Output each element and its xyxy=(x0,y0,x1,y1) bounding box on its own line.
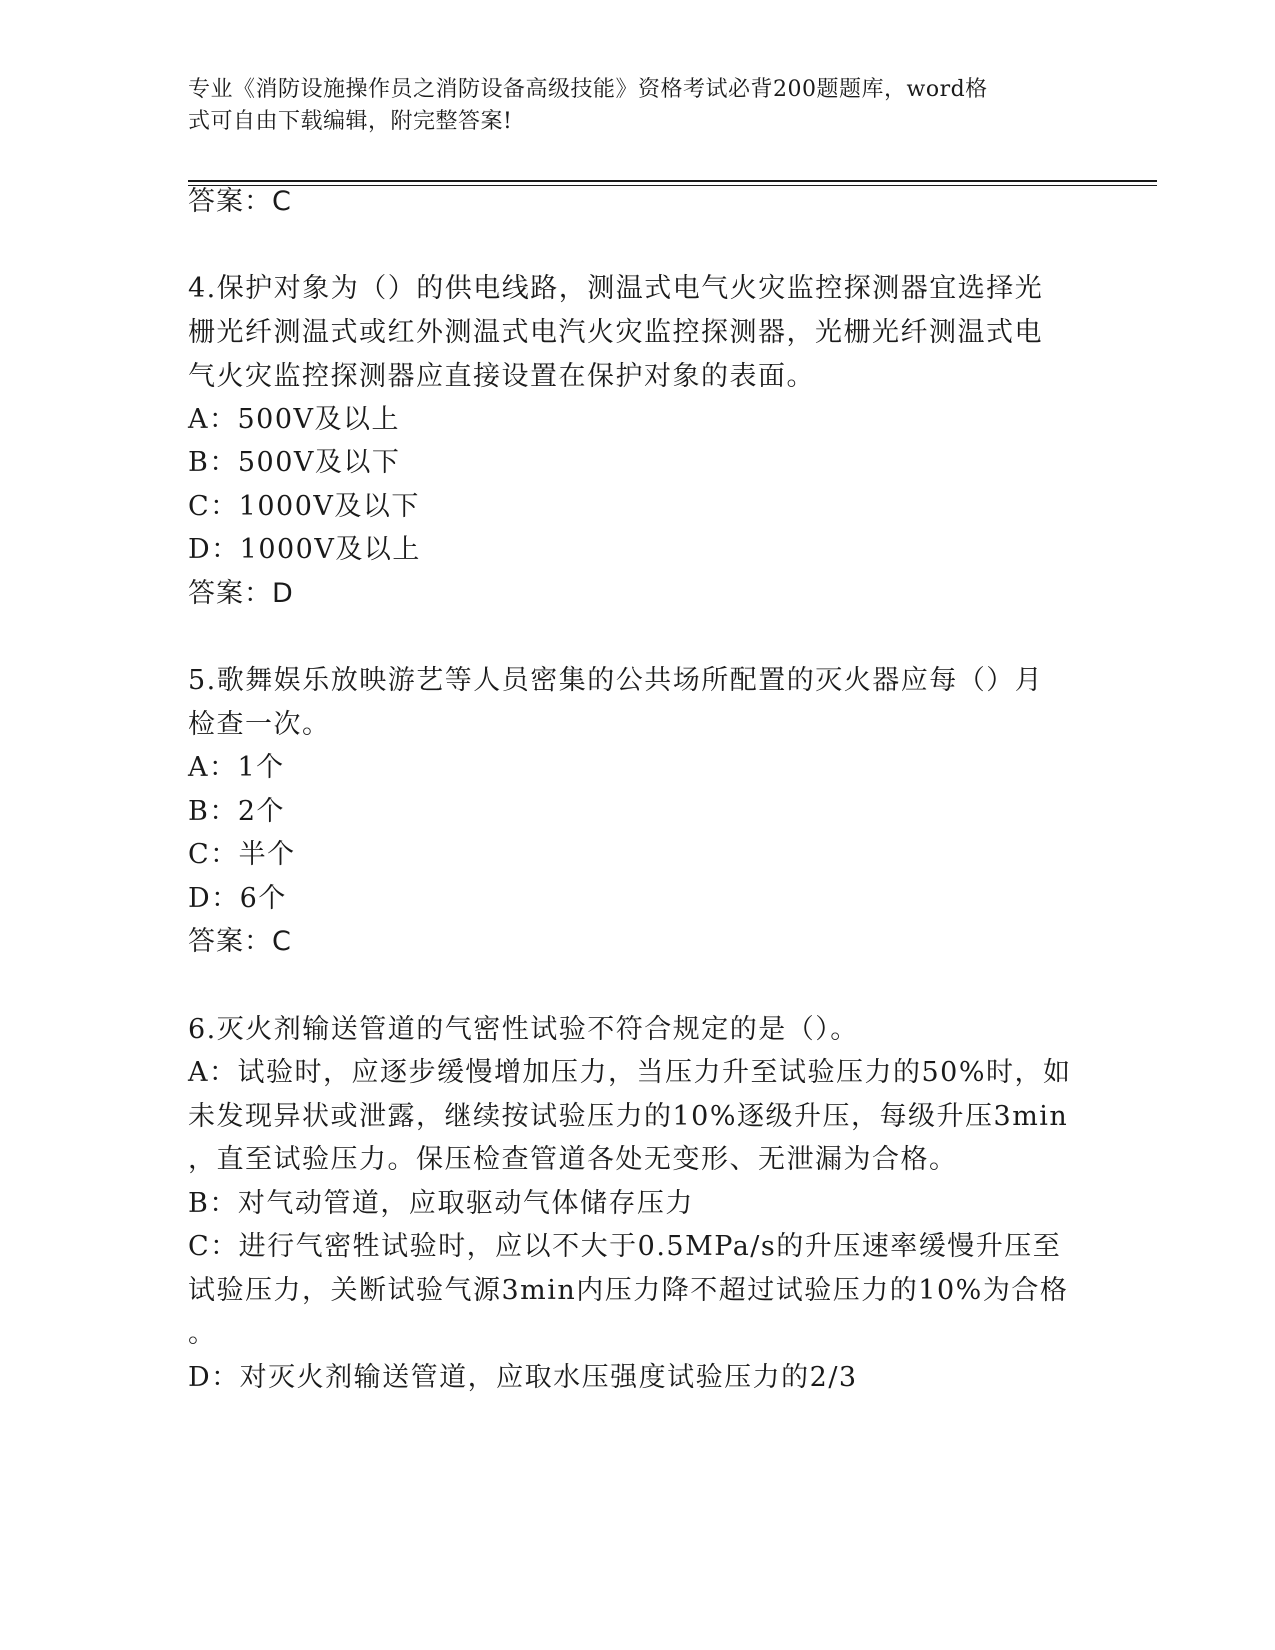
question-5-option-b: B：2个 xyxy=(188,796,286,827)
question-4-option-c: C：1000V及以下 xyxy=(188,491,420,522)
header-title-line-1: 专业《消防设施操作员之消防设备高级技能》资格考试必背200题题库，word格 xyxy=(188,77,988,102)
question-6-option-c-line-1: C：进行气密牲试验时，应以不大于0.5MPa/s的升压速率缓慢升压至 xyxy=(188,1231,1062,1262)
question-6-option-a-line-1: A：试验时，应逐步缓慢增加压力，当压力升至试验压力的50%时，如 xyxy=(188,1057,1072,1088)
question-5-option-a: A：1个 xyxy=(188,752,285,783)
question-6-stem-line-1: 6.灭火剂输送管道的气密性试验不符合规定的是（）。 xyxy=(188,1014,859,1045)
question-4-stem-line-2: 栅光纤测温式或红外测温式电汽火灾监控探测器，光栅光纤测温式电 xyxy=(188,317,1043,348)
page-header xyxy=(188,74,1068,138)
question-6-option-c-line-3: 。 xyxy=(188,1318,217,1349)
question-5-option-d: D：6个 xyxy=(188,883,287,914)
question-6-option-d: D：对灭火剂输送管道，应取水压强度试验压力的2/3 xyxy=(188,1362,858,1393)
question-5-stem-line-2: 检查一次。 xyxy=(188,709,331,740)
question-5-stem-line-1: 5.歌舞娱乐放映游艺等人员密集的公共场所配置的灭火器应每（）月 xyxy=(188,665,1044,696)
header-rule-thick xyxy=(188,180,1157,182)
question-4-option-b: B：500V及以下 xyxy=(188,447,401,478)
header-title-line-2: 式可自由下载编辑，附完整答案! xyxy=(188,109,513,134)
answer-q3: 答案：C xyxy=(188,186,292,217)
header-rule-thin xyxy=(188,185,1157,186)
question-6-option-a-line-2: 未发现异状或泄露，继续按试验压力的10%逐级升压，每级升压3min xyxy=(188,1101,1069,1132)
question-6-option-b: B：对气动管道，应取驱动气体储存压力 xyxy=(188,1188,694,1219)
question-5-option-c: C：半个 xyxy=(188,839,296,870)
question-4-option-d: D：1000V及以上 xyxy=(188,534,421,565)
question-6-option-a-line-3: ，直至试验压力。保压检查管道各处无变形、无泄漏为合格。 xyxy=(188,1144,958,1175)
answer-q4: 答案：D xyxy=(188,578,294,609)
answer-q5: 答案：C xyxy=(188,926,292,957)
question-4-option-a: A：500V及以上 xyxy=(188,404,401,435)
question-4-stem-line-1: 4.保护对象为（）的供电线路，测温式电气火灾监控探测器宜选择光 xyxy=(188,273,1044,304)
question-6-option-c-line-2: 试验压力，关断试验气源3min内压力降不超过试验压力的10%为合格 xyxy=(188,1275,1069,1306)
question-4-stem-line-3: 气火灾监控探测器应直接设置在保护对象的表面。 xyxy=(188,361,815,392)
